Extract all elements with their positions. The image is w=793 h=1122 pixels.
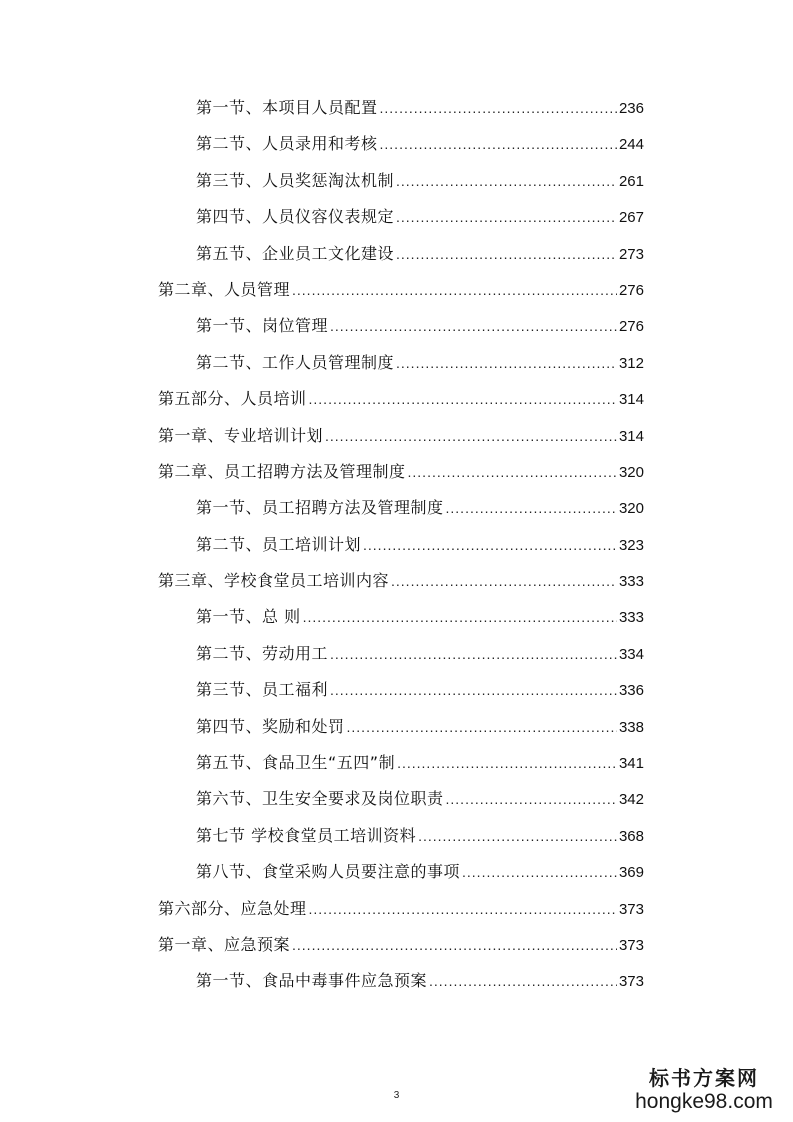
toc-entry[interactable]	[158, 381, 644, 417]
toc-entry-title: 第五节、食品卫生“五四”制	[196, 753, 396, 773]
toc-entry[interactable]	[158, 418, 644, 454]
toc-dot-leader	[396, 199, 617, 235]
toc-entry[interactable]	[158, 745, 644, 781]
toc-dot-leader	[347, 709, 617, 745]
toc-entry-title: 第五部分、人员培训	[158, 389, 307, 409]
toc-dot-leader	[396, 345, 617, 381]
toc-entry-page: 336	[618, 682, 644, 700]
toc-entry-page: 276	[618, 318, 644, 336]
toc-entry-page: 368	[618, 827, 644, 845]
toc-entry-title: 第一节、总 则	[196, 607, 301, 627]
toc-dot-leader	[330, 672, 617, 708]
toc-entry-page: 333	[618, 573, 644, 591]
toc-entry-title: 第二节、工作人员管理制度	[196, 352, 395, 372]
toc-dot-leader	[446, 490, 617, 526]
watermark-url: hongke98.com	[635, 1090, 773, 1113]
toc-dot-leader	[446, 781, 617, 817]
toc-entry-title: 第二节、人员录用和考核	[196, 134, 378, 154]
toc-entry[interactable]	[158, 199, 644, 235]
toc-entry-page: 341	[618, 755, 644, 773]
toc-dot-leader	[309, 891, 617, 927]
toc-entry-page: 342	[618, 791, 644, 809]
toc-entry[interactable]	[158, 636, 644, 672]
toc-dot-leader	[397, 745, 617, 781]
toc-entry-title: 第六部分、应急处理	[158, 898, 307, 918]
toc-dot-leader	[303, 599, 617, 635]
toc-entry-page: 373	[618, 973, 644, 991]
toc-dot-leader	[292, 927, 617, 963]
toc-entry[interactable]	[158, 90, 644, 126]
toc-entry-page: 276	[618, 281, 644, 299]
toc-dot-leader	[391, 563, 617, 599]
toc-dot-leader	[380, 126, 617, 162]
toc-entry-title: 第二节、员工培训计划	[196, 534, 362, 554]
toc-entry-title: 第三章、学校食堂员工培训内容	[158, 571, 390, 591]
toc-entry[interactable]	[158, 672, 644, 708]
toc-dot-leader	[330, 636, 617, 672]
toc-entry-page: 338	[618, 718, 644, 736]
toc-dot-leader	[396, 236, 617, 272]
toc-dot-leader	[330, 308, 617, 344]
toc-entry-title: 第二章、人员管理	[158, 279, 291, 299]
toc-entry-title: 第三节、员工福利	[196, 680, 329, 700]
toc-entry-title: 第一节、食品中毒事件应急预案	[196, 971, 428, 991]
toc-entry-page: 320	[618, 463, 644, 481]
toc-entry-title: 第四节、人员仪容仪表规定	[196, 207, 395, 227]
page-number: 3	[393, 1090, 400, 1101]
toc-dot-leader	[396, 163, 617, 199]
toc-dot-leader	[309, 381, 617, 417]
watermark-title: 标书方案网	[649, 1066, 759, 1090]
toc-dot-leader	[325, 418, 617, 454]
toc-entry[interactable]	[158, 490, 644, 526]
toc-entry-title: 第三节、人员奖惩淘汰机制	[196, 170, 395, 190]
toc-entry-page: 273	[618, 245, 644, 263]
toc-entry[interactable]	[158, 236, 644, 272]
toc-entry[interactable]	[158, 891, 644, 927]
toc-entry-page: 323	[618, 536, 644, 554]
toc-entry[interactable]	[158, 454, 644, 490]
toc-entry-page: 244	[618, 136, 644, 154]
toc-entry[interactable]	[158, 818, 644, 854]
toc-entry-page: 334	[618, 645, 644, 663]
toc-entry[interactable]	[158, 781, 644, 817]
toc-entry[interactable]	[158, 854, 644, 890]
toc-entry-title: 第四节、奖励和处罚	[196, 716, 345, 736]
toc-entry-page: 236	[618, 100, 644, 117]
toc-dot-leader	[462, 854, 617, 890]
toc-entry-page: 333	[618, 609, 644, 627]
toc-entry-title: 第二节、劳动用工	[196, 643, 329, 663]
toc-dot-leader	[418, 818, 617, 854]
watermark-logo	[629, 1066, 779, 1114]
toc-entry[interactable]	[158, 163, 644, 199]
toc-entry-title: 第一节、本项目人员配置	[196, 98, 378, 117]
toc-dot-leader	[363, 527, 617, 563]
toc-entry-page: 373	[618, 900, 644, 918]
toc-entry-title: 第一节、岗位管理	[196, 316, 329, 336]
toc-entry[interactable]	[158, 308, 644, 344]
toc-entry-title: 第七节 学校食堂员工培训资料	[196, 825, 417, 845]
toc-entry-page: 314	[618, 427, 644, 445]
toc-entry-title: 第六节、卫生安全要求及岗位职责	[196, 789, 444, 809]
toc-entry-page: 373	[618, 936, 644, 954]
table-of-contents	[158, 90, 644, 1000]
toc-dot-leader	[292, 272, 617, 308]
toc-entry-title: 第二章、员工招聘方法及管理制度	[158, 461, 406, 481]
toc-entry-title: 第五节、企业员工文化建设	[196, 243, 395, 263]
toc-entry-page: 261	[618, 172, 644, 190]
toc-entry-page: 320	[618, 500, 644, 518]
toc-entry-title: 第一章、专业培训计划	[158, 425, 324, 445]
toc-entry[interactable]	[158, 345, 644, 381]
toc-entry[interactable]	[158, 927, 644, 963]
toc-entry-title: 第一节、员工招聘方法及管理制度	[196, 498, 444, 518]
toc-entry-title: 第八节、食堂采购人员要注意的事项	[196, 862, 461, 882]
toc-entry-page: 314	[618, 391, 644, 409]
toc-entry-page: 369	[618, 864, 644, 882]
toc-entry[interactable]	[158, 527, 644, 563]
toc-entry[interactable]	[158, 126, 644, 162]
toc-entry[interactable]	[158, 709, 644, 745]
toc-entry[interactable]	[158, 563, 644, 599]
toc-dot-leader	[429, 963, 617, 999]
toc-dot-leader	[380, 90, 617, 126]
toc-entry[interactable]	[158, 963, 644, 999]
toc-dot-leader	[408, 454, 617, 490]
toc-entry[interactable]	[158, 272, 644, 308]
toc-entry-title: 第一章、应急预案	[158, 934, 291, 954]
toc-entry-page: 312	[618, 354, 644, 372]
toc-entry[interactable]	[158, 599, 644, 635]
toc-entry-page: 267	[618, 209, 644, 227]
